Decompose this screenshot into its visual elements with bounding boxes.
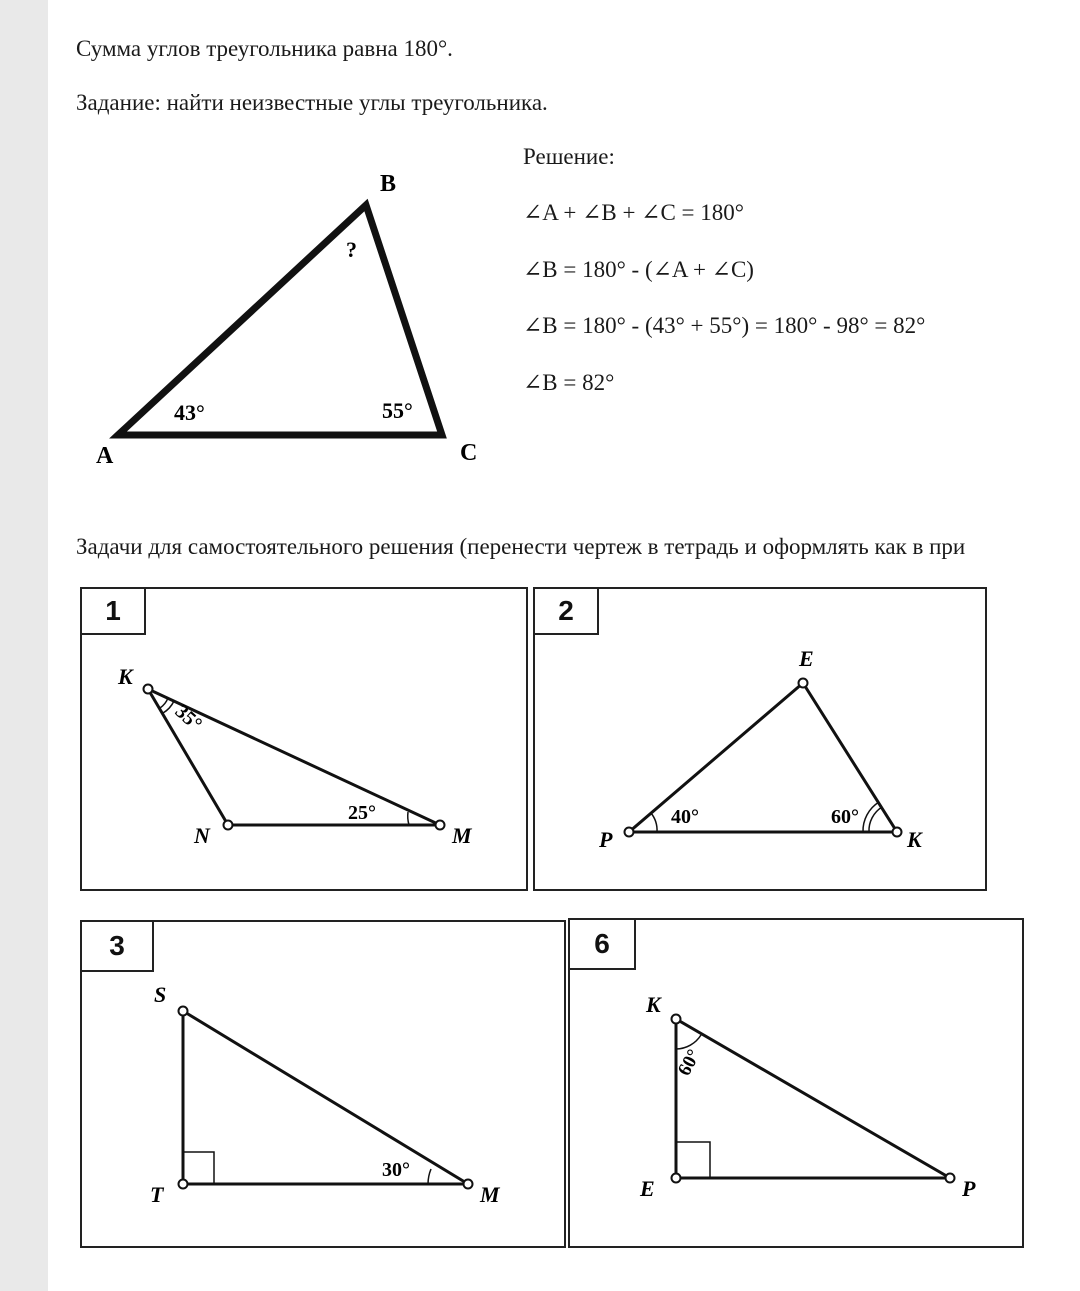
vertex-p-label: P: [962, 1176, 976, 1201]
vertex-e-label: E: [640, 1176, 655, 1201]
vertex-k-label: K: [646, 992, 661, 1017]
exercise-6-box: [568, 918, 1024, 1248]
exercise-3-box: [80, 920, 566, 1248]
vertex-n-label: N: [194, 823, 210, 848]
vertex-p-label: P: [599, 827, 613, 852]
vertex-t-label: T: [150, 1182, 164, 1207]
angle-k-value: 35°: [170, 700, 207, 736]
angle-b-unknown: ?: [346, 237, 357, 262]
vertex-a-label: A: [96, 443, 114, 469]
vertex-e-label: E: [799, 646, 814, 671]
vertex-m-label: M: [452, 823, 472, 848]
example-triangle-figure: [88, 165, 518, 475]
exercise-1-number: 1: [82, 589, 146, 635]
angle-m-value: 30°: [382, 1159, 410, 1181]
solution-line-1: ∠A + ∠B + ∠C = 180°: [523, 200, 744, 225]
exercise-2-number: 2: [535, 589, 599, 635]
exercise-2-box: [533, 587, 987, 891]
solution-line-3: ∠B = 180° - (43° + 55°) = 180° - 98° = 82°: [523, 313, 926, 338]
solution-heading: Решение:: [523, 144, 615, 169]
angle-m-value: 25°: [348, 802, 376, 824]
angle-p-value: 40°: [671, 806, 699, 828]
exercise-6-figure: [570, 920, 1022, 1246]
exercise-2-figure: [535, 589, 985, 889]
document-page: [48, 0, 1080, 1291]
vertex-c-label: C: [460, 440, 478, 466]
exercise-6-number: 6: [570, 920, 636, 970]
exercise-3-figure: [82, 922, 564, 1246]
angle-c-value: 55°: [382, 398, 413, 423]
task-statement: Задание: найти неизвестные углы треугольника.: [76, 90, 548, 115]
vertex-b-label: B: [380, 171, 397, 197]
exercises-heading: Задачи для самостоятельного решения (перенести чертеж в тетрадь и оформлять как в при: [76, 534, 966, 559]
solution-line-2: ∠B = 180° - (∠A + ∠C): [523, 257, 754, 282]
vertex-k-label: K: [907, 827, 922, 852]
vertex-s-label: S: [154, 982, 167, 1007]
angle-sum-rule: Сумма углов треугольника равна 180°.: [76, 36, 453, 61]
vertex-m-label: M: [480, 1182, 500, 1207]
angle-a-value: 43°: [174, 400, 205, 425]
angle-k-value: 60°: [673, 1045, 705, 1080]
vertex-k-label: K: [118, 664, 133, 689]
exercise-3-number: 3: [82, 922, 154, 972]
exercise-1-box: [80, 587, 528, 891]
angle-k-value: 60°: [831, 806, 859, 828]
exercise-1-figure: [82, 589, 526, 889]
solution-answer: ∠B = 82°: [523, 370, 615, 395]
